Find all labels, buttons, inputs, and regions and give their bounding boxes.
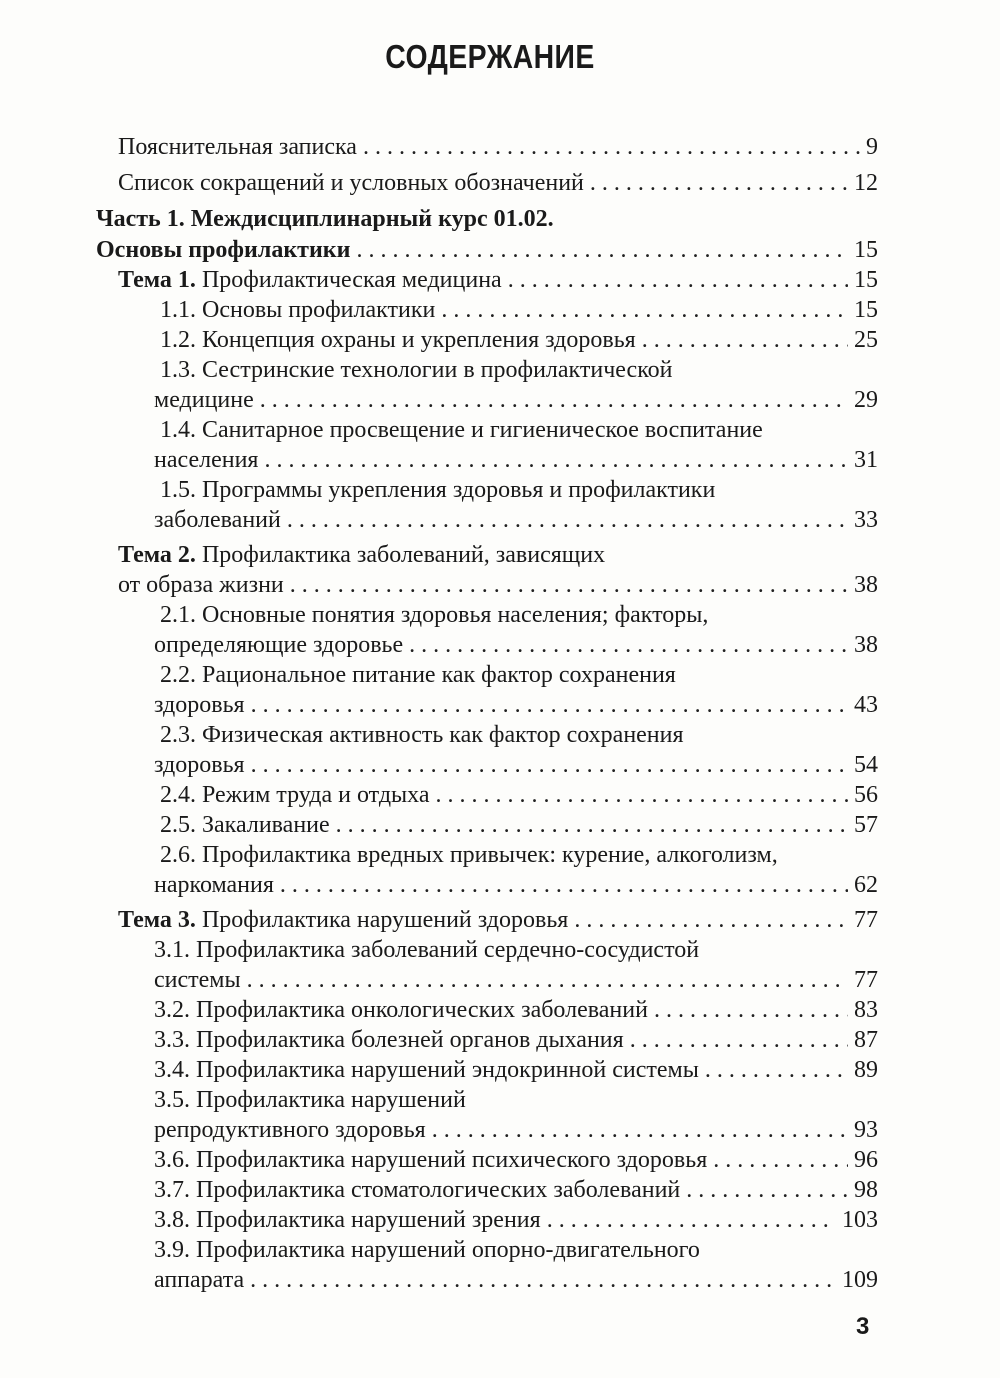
toc-entry-title: 1.1. Основы профилактики: [160, 297, 436, 323]
toc-page-number: 89: [854, 1057, 878, 1083]
toc-entry-title: 3.1. Профилактика заболеваний сердечно-сосудистой: [154, 937, 700, 963]
toc-entry: [154, 441, 878, 475]
toc-entry-title: Тема 3. Профилактика нарушений здоровья: [118, 907, 569, 933]
toc-entry: [154, 1051, 878, 1085]
toc-entry: [154, 501, 878, 535]
toc-entry-title: 3.5. Профилактика нарушений: [154, 1087, 466, 1113]
toc-entry-title: определяющие здоровье: [154, 632, 404, 658]
toc-entry: [154, 961, 878, 995]
toc-page-number: 38: [854, 572, 878, 598]
toc-page-number: 31: [854, 447, 878, 473]
toc-entry: [118, 164, 878, 198]
toc-page-number: 77: [854, 907, 878, 933]
toc-entry-title: 3.9. Профилактика нарушений опорно-двигательного: [154, 1237, 700, 1263]
page-number: 3: [856, 1313, 870, 1340]
toc-entry-title: 1.2. Концепция охраны и укрепления здоровья: [160, 327, 636, 353]
toc-entry-title: 1.4. Санитарное просвещение и гигиеническое воспитание: [160, 417, 763, 443]
toc-entry: [118, 901, 878, 935]
toc-entry-title: Тема 2. Профилактика заболеваний, зависящих: [118, 542, 606, 568]
toc-entry-title: Основы профилактики: [96, 237, 351, 263]
toc-page-number: 29: [854, 387, 878, 413]
toc-page-number: 109: [842, 1267, 878, 1293]
toc-entry: [160, 776, 878, 810]
toc-entry: [96, 200, 878, 234]
toc-leader-dots: [287, 505, 848, 535]
toc-entry-title: 3.7. Профилактика стоматологических заболеваний: [154, 1177, 681, 1203]
toc-page-number: 96: [854, 1147, 878, 1173]
toc-page-number: 56: [854, 782, 878, 808]
toc-entry: [160, 321, 878, 355]
toc-entry-title: заболеваний: [154, 507, 281, 533]
toc-entry: [160, 411, 878, 445]
toc-entry: [154, 1141, 878, 1175]
toc-entry: [154, 1261, 878, 1295]
toc-page-number: 103: [842, 1207, 878, 1233]
toc-entry-title: населения: [154, 447, 259, 473]
toc-entry: [154, 1111, 878, 1145]
toc-leader-dots: [363, 132, 860, 162]
toc-entry-title: Пояснительная записка: [118, 134, 357, 160]
toc-entry-title: 1.5. Программы укрепления здоровья и профилактики: [160, 477, 716, 503]
toc-entry-title: от образа жизни: [118, 572, 284, 598]
toc-entry: [118, 566, 878, 600]
toc-topic-label: Тема 1.: [118, 267, 202, 293]
toc-entry: [96, 231, 878, 265]
toc-entry: [154, 686, 878, 720]
page-title: СОДЕРЖАНИЕ: [385, 38, 595, 75]
toc-entry: [154, 746, 878, 780]
toc-leader-dots: [590, 168, 848, 198]
toc-entry-title: Список сокращений и условных обозначений: [118, 170, 584, 196]
toc-entry-title: здоровья: [154, 692, 245, 718]
toc-entry-title: репродуктивного здоровья: [154, 1117, 426, 1143]
toc-entry-title: 3.8. Профилактика нарушений зрения: [154, 1207, 541, 1233]
toc-entry-title: аппарата: [154, 1267, 245, 1293]
toc-entry: [154, 1171, 878, 1205]
toc-page-number: 9: [866, 134, 878, 160]
toc-entry: [118, 128, 878, 162]
toc-entry-title: 3.2. Профилактика онкологических заболеваний: [154, 997, 648, 1023]
toc-page-number: 54: [854, 752, 878, 778]
toc-page-number: 33: [854, 507, 878, 533]
toc-entry: [154, 1231, 878, 1265]
toc-leader-dots: [250, 1265, 836, 1295]
toc-page-number: 38: [854, 632, 878, 658]
toc-entry-title: 2.5. Закаливание: [160, 812, 330, 838]
toc-entry-title: 1.3. Сестринские технологии в профилактической: [160, 357, 673, 383]
toc-entry-title: 2.4. Режим труда и отдыха: [160, 782, 430, 808]
toc-entry-title: здоровья: [154, 752, 245, 778]
toc-entry-title: наркомания: [154, 872, 274, 898]
toc-entry-title: медицине: [154, 387, 254, 413]
toc-entry: [154, 1201, 878, 1235]
toc-page-number: 25: [854, 327, 878, 353]
toc-entry: [154, 1021, 878, 1055]
toc-page-number: 98: [854, 1177, 878, 1203]
toc-page-number: 57: [854, 812, 878, 838]
toc-leader-dots: [280, 870, 848, 900]
toc-entry: [160, 806, 878, 840]
toc-page-number: 83: [854, 997, 878, 1023]
toc-entry: [160, 291, 878, 325]
toc-entry: [154, 991, 878, 1025]
toc-entry: [154, 866, 878, 900]
toc-page-number: 43: [854, 692, 878, 718]
toc-entry-title: 2.3. Физическая активность как фактор сохранения: [160, 722, 684, 748]
toc-page-number: 15: [854, 297, 878, 323]
toc-entry: [118, 261, 878, 295]
toc-entry-title: системы: [154, 967, 241, 993]
toc-entry-title: 2.2. Рациональное питание как фактор сохранения: [160, 662, 676, 688]
toc-entry: [154, 381, 878, 415]
toc-entry-title: 3.6. Профилактика нарушений психического здоровья: [154, 1147, 708, 1173]
toc-topic-label: Тема 2.: [118, 542, 202, 568]
toc-entry: [160, 351, 878, 385]
toc-entry-title: 2.1. Основные понятия здоровья населения; факторы,: [160, 602, 709, 628]
toc-page-number: 15: [854, 237, 878, 263]
toc-entry-title: Часть 1. Междисциплинарный курс 01.02.: [96, 206, 554, 232]
toc-entry: [160, 716, 878, 750]
toc-entry: [160, 836, 878, 870]
toc-page-number: 15: [854, 267, 878, 293]
toc-entry: [154, 626, 878, 660]
toc-entry: [160, 471, 878, 505]
toc-entry-title: 3.4. Профилактика нарушений эндокринной системы: [154, 1057, 699, 1083]
toc-page-number: 77: [854, 967, 878, 993]
toc-page-number: 87: [854, 1027, 878, 1053]
toc-entry: [160, 596, 878, 630]
toc-entry-title: 2.6. Профилактика вредных привычек: курение, алкоголизм,: [160, 842, 778, 868]
toc-entry: [154, 931, 878, 965]
toc-topic-label: Тема 3.: [118, 907, 202, 933]
toc-entry: [154, 1081, 878, 1115]
toc-page-number: 12: [854, 170, 878, 196]
toc-entry: [160, 656, 878, 690]
toc-page-number: 93: [854, 1117, 878, 1143]
toc-entry-title: 3.3. Профилактика болезней органов дыхания: [154, 1027, 624, 1053]
toc-entry: [118, 536, 878, 570]
toc-entry-title: Тема 1. Профилактическая медицина: [118, 267, 502, 293]
toc-page-number: 62: [854, 872, 878, 898]
